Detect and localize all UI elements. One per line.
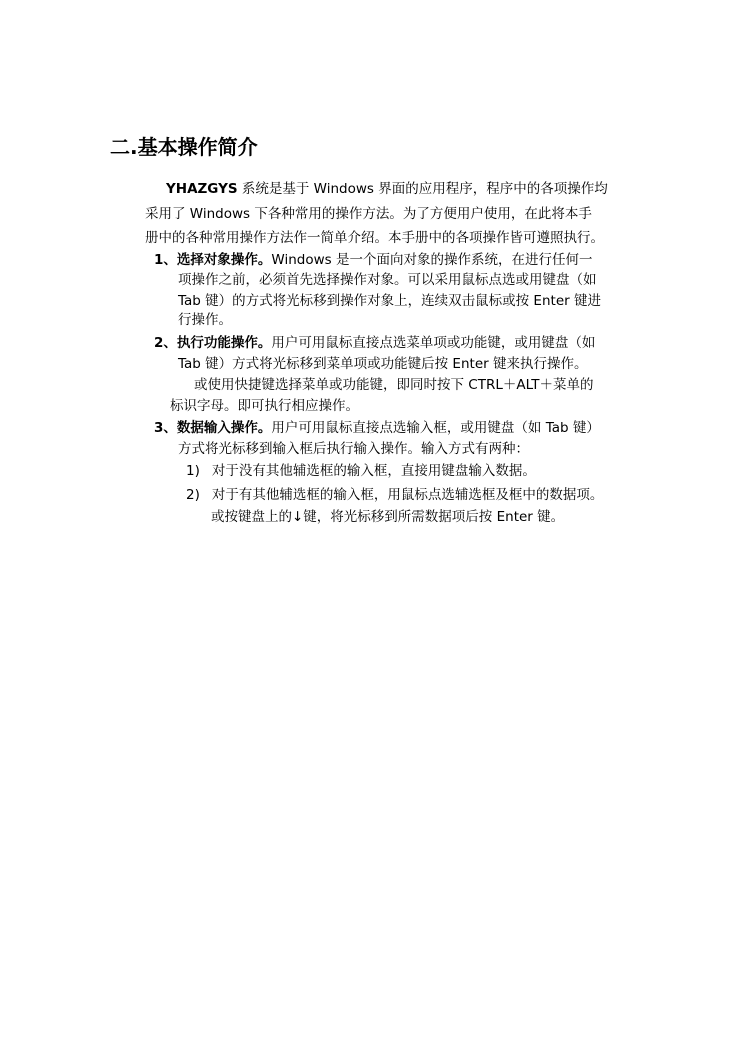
intro-line-2: 采用了 Windows 下各种常用的操作方法。为了方便用户使用，在此将本手 — [145, 206, 592, 222]
item-1-line-1 — [154, 250, 592, 270]
item-2-line-2: Tab 键）方式将光标移到菜单项或功能键后按 Enter 键来执行操作。 — [178, 356, 588, 372]
item-3-line-1-text: 用户可用鼠标直接点选输入框，或用键盘（如 Tab 键） — [271, 420, 600, 436]
item-3-number: 3、 — [154, 420, 177, 436]
intro-term: YHAZGYS — [166, 181, 238, 197]
section-title: 二.基本操作简介 — [110, 135, 258, 159]
item-3-heading: 数据输入操作。 — [176, 420, 272, 436]
item-2-number: 2、 — [154, 335, 177, 351]
intro-line-1 — [166, 179, 608, 199]
item-1-number: 1、 — [154, 252, 177, 268]
item-1-line-3: Tab 键）的方式将光标移到操作对象上，连续双击鼠标或按 Enter 键进 — [178, 293, 601, 309]
item-3-line-1 — [154, 418, 600, 438]
intro-line-1-text: 系统是基于 Windows 界面的应用程序，程序中的各项操作均 — [237, 181, 608, 197]
item-2-line-1 — [154, 333, 595, 353]
subitem-2-text: 对于有其他辅选框的输入框，用鼠标点选辅选框及框中的数据项。 — [211, 487, 604, 503]
subitem-1 — [186, 461, 536, 481]
item-1-line-2: 项操作之前，必须首先选择操作对象。可以采用鼠标点选或用键盘（如 — [178, 272, 597, 288]
subitem-2-number: 2) — [186, 487, 200, 503]
item-1-line-1-text: Windows 是一个面向对象的操作系统，在进行任何一 — [271, 252, 593, 268]
item-2-line-4: 标识字母。即可执行相应操作。 — [170, 398, 359, 414]
subitem-1-number: 1) — [186, 463, 200, 479]
item-3-line-2: 方式将光标移到输入框后执行输入操作。输入方式有两种： — [178, 441, 529, 457]
item-1-line-4: 行操作。 — [178, 312, 232, 328]
subitem-1-text: 对于没有其他辅选框的输入框，直接用键盘输入数据。 — [211, 463, 536, 479]
subitem-2-line-2: 或按键盘上的↓键，将光标移到所需数据项后按 Enter 键。 — [211, 509, 565, 525]
item-2-line-3: 或使用快捷键选择菜单或功能键，即同时按下 CTRL＋ALT＋菜单的 — [194, 377, 594, 393]
item-1-heading: 选择对象操作。 — [176, 252, 272, 268]
item-2-line-1-text: 用户可用鼠标直接点选菜单项或功能键，或用键盘（如 — [271, 335, 596, 351]
subitem-2 — [186, 485, 603, 505]
item-2-heading: 执行功能操作。 — [176, 335, 272, 351]
intro-line-3: 册中的各种常用操作方法作一简单介绍。本手册中的各项操作皆可遵照执行。 — [145, 230, 604, 246]
